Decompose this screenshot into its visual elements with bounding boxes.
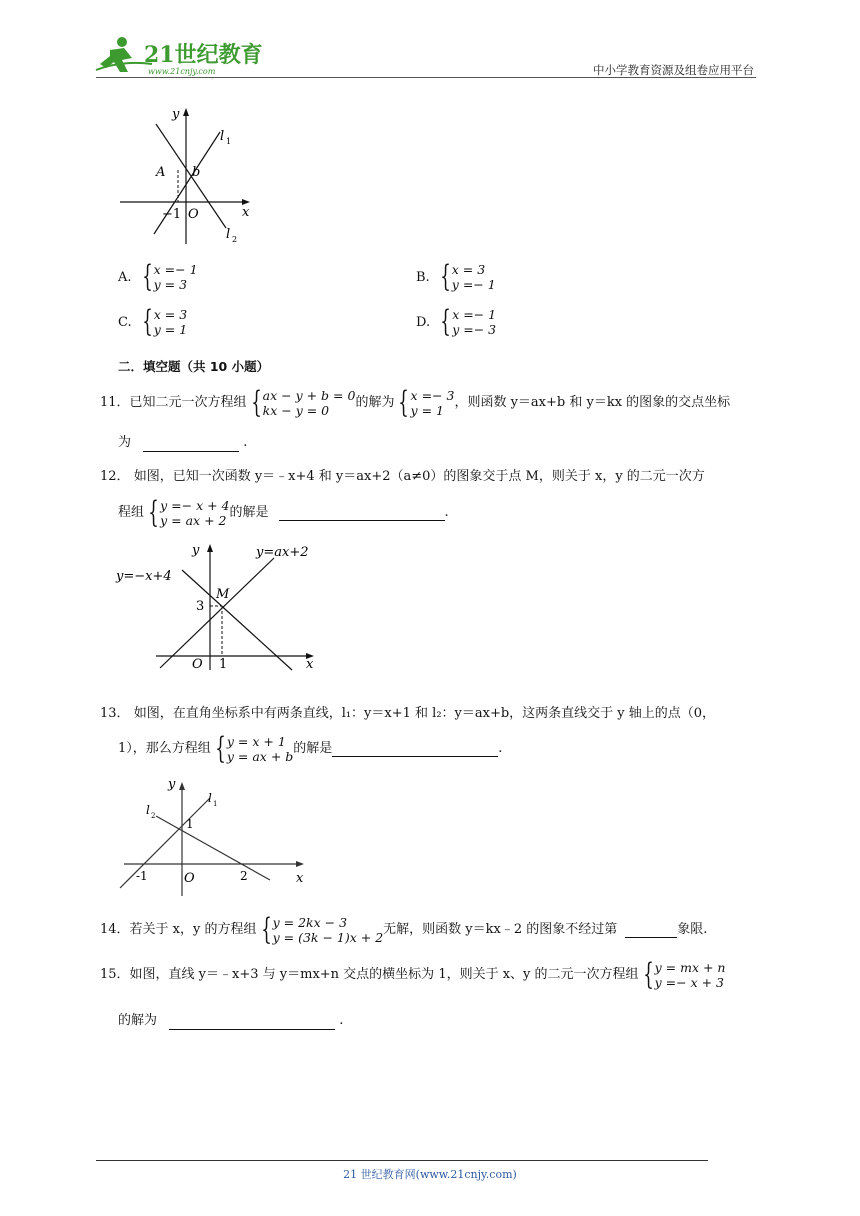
q13-text-3: 的解是	[293, 741, 333, 756]
origin-label: O	[188, 207, 199, 222]
l2-label: l	[146, 803, 150, 817]
q13-line-2: 1），那么方程组 { y = x + 1 y = ax + b 的解是 .	[118, 731, 503, 766]
q13-text-2: 1），那么方程组	[118, 741, 211, 756]
q11-sol-eq2: y = 1	[410, 403, 444, 418]
q13-number: 13．	[100, 706, 130, 721]
q15-text-3: .	[339, 1013, 344, 1028]
q14-text-2: 无解，则函数 y＝kx﹣2 的图象不经过第	[383, 922, 618, 937]
line-l1	[120, 798, 210, 888]
q11-text-5: .	[243, 435, 248, 450]
q11-text-4: 为	[118, 435, 132, 450]
q12-text-2: 程组	[118, 505, 145, 520]
q14-text-3: 象限.	[677, 922, 708, 937]
option-a-eq2: y = 3	[153, 277, 188, 292]
q13-text-4: .	[498, 741, 503, 756]
q11-answer-line	[118, 434, 247, 452]
option-b-eq2: y =− 1	[451, 277, 496, 292]
q12-number: 12．	[100, 469, 130, 484]
option-c[interactable]: C. { x = 3 y = 1	[118, 304, 188, 339]
footer-rule	[96, 1160, 708, 1161]
y-arrow-icon	[183, 108, 189, 116]
x-arrow-icon	[296, 861, 304, 867]
point-a-label: A	[156, 165, 166, 180]
q11-answer-blank[interactable]	[143, 437, 239, 452]
question-14: 14． 若关于 x，y 的方程组 { y = 2kx − 3 y = (3k − 1)x + 2 无解，则函数 y＝kx﹣2 的图象不经过第 象限.	[100, 912, 708, 947]
graph-q13	[112, 772, 312, 902]
y-label: y	[192, 543, 200, 558]
option-d-label: D.	[416, 314, 431, 330]
tick-neg1: -1	[136, 869, 148, 883]
question-15: 15． 如图，直线 y＝﹣x+3 与 y＝mx+n 交点的横坐标为 1，则关于 x、y 的二元一次方程组 { y = mx + n y =− x + 3	[100, 957, 726, 992]
l1-sub: 1	[213, 800, 218, 808]
x-label: x	[306, 657, 314, 672]
option-a-eq1: x =− 1	[153, 262, 198, 277]
option-d-eq2: y =− 3	[452, 322, 497, 337]
q11-sol-eq1: x =− 3	[410, 388, 455, 403]
option-c-label: C.	[118, 314, 132, 330]
tick-1: 1	[186, 817, 194, 831]
q12-sys-eq1: y =− x + 4	[160, 498, 230, 513]
footer-link[interactable]: 21 世纪教育网(www.21cnjy.com)	[343, 1168, 517, 1181]
platform-name: 中小学教育资源及组卷应用平台	[593, 63, 754, 77]
q14-sys-eq2: y = (3k − 1)x + 2	[272, 930, 384, 945]
option-d[interactable]: D. { x =− 1 y =− 3	[416, 304, 497, 339]
y-label: y	[172, 107, 180, 122]
l1-sub: 1	[226, 137, 232, 146]
tick-3: 3	[196, 599, 205, 614]
y-arrow-icon	[179, 782, 185, 790]
logo-text: 21世纪教育	[144, 42, 262, 68]
line-neg-x-plus-4	[182, 570, 292, 670]
option-b-label: B.	[416, 269, 430, 285]
label-ax-plus-2: y=ax+2	[256, 545, 309, 560]
q14-text-1: 若关于 x，y 的方程组	[129, 922, 257, 937]
origin-label: O	[184, 871, 195, 886]
q15-answer-line	[118, 1012, 343, 1030]
l2-sub: 2	[232, 235, 238, 244]
q13-text-1: 如图，在直角坐标系中有两条直线，l₁：y＝x+1 和 l₂：y＝ax+b，这两条直线交于 y 轴上的点（0，	[133, 706, 716, 721]
origin-label: O	[192, 657, 203, 672]
line-ax-plus-2	[160, 558, 274, 668]
q13-sys-eq2: y = ax + b	[226, 749, 294, 764]
question-13	[100, 705, 715, 723]
graph-q12	[112, 536, 342, 680]
logo-url: www.21cnjy.com	[148, 67, 216, 76]
q12-line-2: 程组 { y =− x + 4 y = ax + 2 的解是 .	[118, 495, 449, 530]
option-d-eq1: x =− 1	[452, 307, 497, 322]
tick-2: 2	[240, 869, 248, 883]
q11-sys-eq2: kx − y = 0	[262, 403, 330, 418]
q14-sys-eq1: y = 2kx − 3	[272, 915, 348, 930]
q13-sys-eq1: y = x + 1	[226, 734, 286, 749]
q15-text-1: 如图，直线 y＝﹣x+3 与 y＝mx+n 交点的横坐标为 1，则关于 x、y 的二元一次方程组	[129, 967, 639, 982]
y-label: y	[168, 777, 176, 792]
y-arrow-icon	[207, 544, 213, 552]
l1-label: l	[208, 791, 212, 805]
q12-sys-eq2: y = ax + 2	[160, 513, 227, 528]
q11-text-1: 已知二元一次方程组	[129, 395, 247, 410]
q13-answer-blank[interactable]	[332, 742, 498, 757]
question-12	[100, 468, 705, 486]
q11-sys-eq1: ax − y + b = 0	[262, 388, 356, 403]
x-label: x	[296, 871, 304, 886]
option-a-label: A.	[118, 269, 132, 285]
option-a[interactable]: A. { x =− 1 y = 3	[118, 259, 198, 294]
l1-label: l	[220, 129, 225, 144]
option-c-eq2: y = 1	[153, 322, 188, 337]
q11-text-3: ，则函数 y＝ax+b 和 y＝kx 的图象的交点坐标	[454, 395, 731, 410]
graph-q10	[116, 104, 266, 258]
option-b[interactable]: B. { x = 3 y =− 1	[416, 259, 496, 294]
q12-text-3: 的解是	[229, 505, 269, 520]
option-c-eq1: x = 3	[153, 307, 188, 322]
x-label: x	[242, 205, 250, 220]
header-rule	[96, 77, 756, 78]
q15-sys-eq2: y =− x + 3	[654, 975, 725, 990]
b-label: b	[192, 165, 201, 180]
q14-answer-blank[interactable]	[625, 923, 677, 938]
site-logo	[92, 34, 262, 78]
tick-1: 1	[219, 657, 228, 672]
line-l2	[156, 816, 270, 880]
q15-number: 15．	[100, 967, 130, 982]
option-b-eq1: x = 3	[451, 262, 486, 277]
q15-text-2: 的解为	[118, 1013, 158, 1028]
tick-neg1: −1	[162, 207, 182, 222]
q15-sys-eq1: y = mx + n	[654, 960, 726, 975]
q12-answer-blank[interactable]	[279, 506, 445, 521]
q12-text-4: .	[444, 505, 449, 520]
label-neg-x-plus-4: y=−x+4	[116, 569, 172, 584]
l2-label: l	[226, 227, 231, 242]
q14-number: 14．	[100, 922, 130, 937]
point-m-label: M	[216, 587, 230, 602]
q15-answer-blank[interactable]	[169, 1015, 335, 1030]
question-11: 11． 已知二元一次方程组 { ax − y + b = 0 kx − y = 0 的解为 { x =− 3 y = 1 ，则函数 y＝ax+b 和 y＝kx 的图象的交点坐标	[100, 385, 731, 420]
q11-text-2: 的解为	[355, 395, 395, 410]
section-title: 二．填空题（共 10 小题）	[118, 359, 270, 374]
l2-sub: 2	[151, 812, 156, 820]
q11-number: 11．	[100, 395, 130, 410]
q12-text-1: 如图，已知一次函数 y＝﹣x+4 和 y＝ax+2（a≠0）的图象交于点 M，则关于 x，y 的二元一次方	[133, 469, 705, 484]
